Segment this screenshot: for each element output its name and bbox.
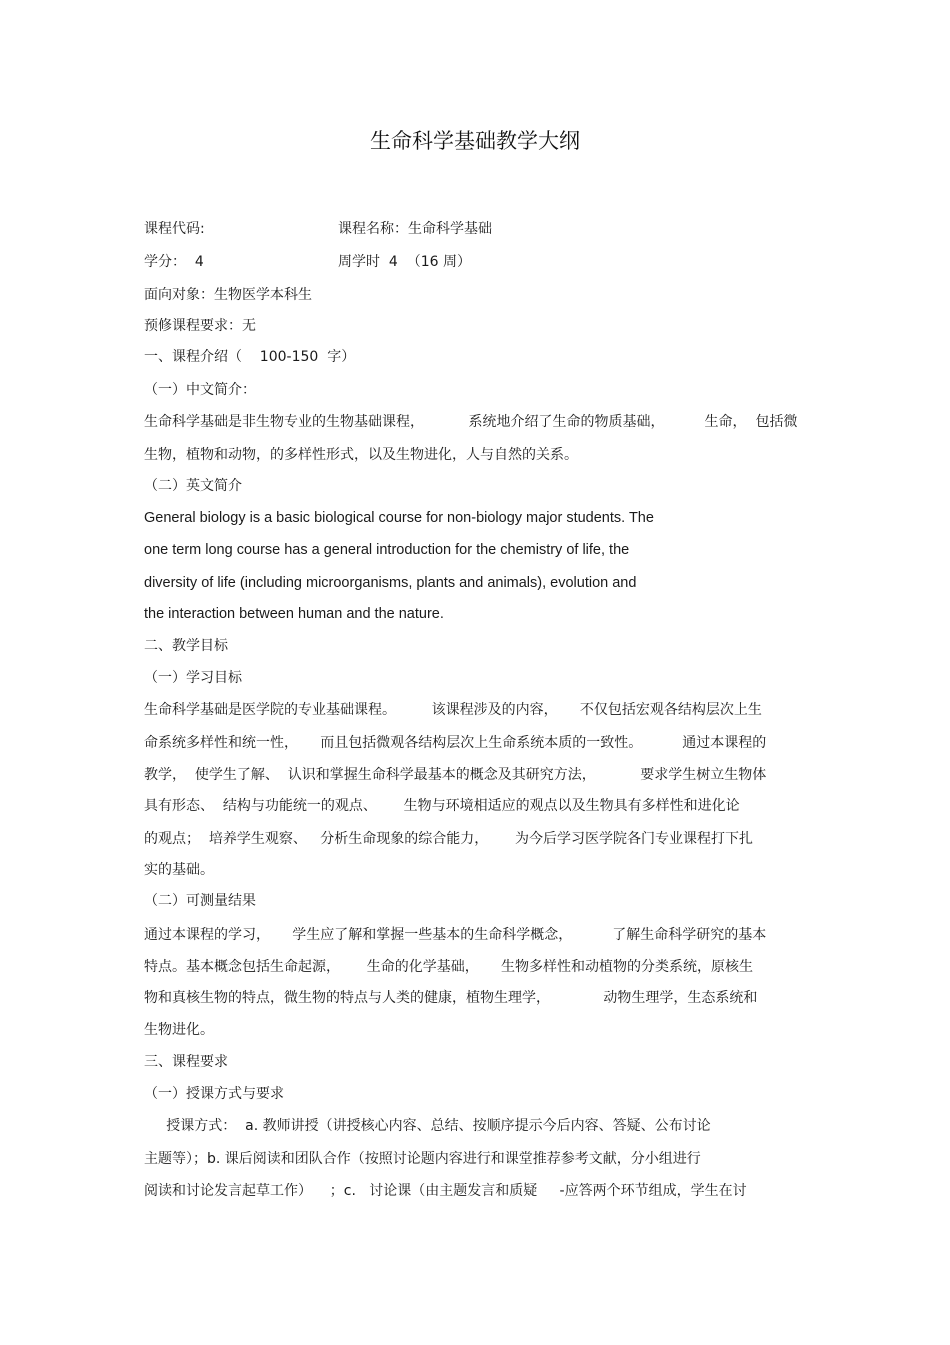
paragraph-line: 具有形态、 结构与功能统一的观点、 生物与环境相适应的观点以及生物具有多样性和进化论 [144,798,740,814]
prerequisite: 预修课程要求：无 [144,318,256,334]
paragraph-line: 生物，植物和动物，的多样性形式，以及生物进化，人与自然的关系。 [144,447,578,463]
weekly-hours: 周学时 4 （16 周） [338,254,471,270]
paragraph-line: 的观点； 培养学生观察、 分析生命现象的综合能力， 为今后学习医学院各门专业课程打下扎 [144,831,753,847]
credits: 学分： 4 [144,254,204,270]
paragraph-line: 命系统多样性和统一性， 而且包括微观各结构层次上生命系统本质的一致性。 通过本课程的 [144,735,767,751]
measurable-results-heading: （二）可测量结果 [144,893,256,909]
paragraph-line: 物和真核生物的特点，微生物的特点与人类的健康，植物生理学， 动物生理学，生态系统和 [144,990,758,1006]
learning-goals-heading: （一）学习目标 [144,670,242,686]
paragraph-line: diversity of life (including microorganisms, plants and animals), evolution and [144,575,637,591]
paragraph-line: 教学， 使学生了解、 认识和掌握生命科学最基本的概念及其研究方法， 要求学生树立生物体 [144,767,767,783]
paragraph-line: 实的基础。 [144,862,214,878]
paragraph-line: 生物进化。 [144,1022,214,1038]
paragraph-line: General biology is a basic biological course for non-biology major students. The [144,510,654,526]
paragraph-line: 主题等）；b. 课后阅读和团队合作（按照讨论题内容进行和课堂推荐参考文献，分小组进行 [144,1151,701,1167]
paragraph-line: 生命科学基础是非生物专业的生物基础课程， 系统地介绍了生命的物质基础， 生命， 包括微 [144,414,798,430]
paragraph-line: 阅读和讨论发言起草工作） ；c. 讨论课（由主题发言和质疑 -应答两个环节组成，学生在讨 [144,1183,747,1199]
section-1-heading: 一、课程介绍（ 100-150 字） [144,349,356,365]
section-2-heading: 二、教学目标 [144,638,228,654]
teaching-method-heading: （一）授课方式与要求 [144,1086,284,1102]
section-3-heading: 三、课程要求 [144,1054,228,1070]
paragraph-line: the interaction between human and the nature. [144,606,444,622]
paragraph-line: 生命科学基础是医学院的专业基础课程。 该课程涉及的内容， 不仅包括宏观各结构层次上生 [144,702,762,718]
chinese-intro-heading: （一）中文简介： [144,382,256,398]
paragraph-line: one term long course has a general introduction for the chemistry of life, the [144,542,630,558]
english-intro-heading: （二）英文简介 [144,478,242,494]
course-name: 课程名称：生命科学基础 [338,221,492,237]
course-code-label: 课程代码: [144,221,205,237]
paragraph-line: 特点。基本概念包括生命起源， 生命的化学基础， 生物多样性和动植物的分类系统，原核生 [144,959,753,975]
document-title: 生命科学基础教学大纲 [370,129,580,153]
paragraph-line: 通过本课程的学习， 学生应了解和掌握一些基本的生命科学概念， 了解生命科学研究的基本 [144,927,767,943]
audience: 面向对象：生物医学本科生 [144,287,312,303]
paragraph-line: 授课方式： a. 教师讲授（讲授核心内容、总结、按顺序提示今后内容、答疑、公布讨论 [144,1118,711,1134]
